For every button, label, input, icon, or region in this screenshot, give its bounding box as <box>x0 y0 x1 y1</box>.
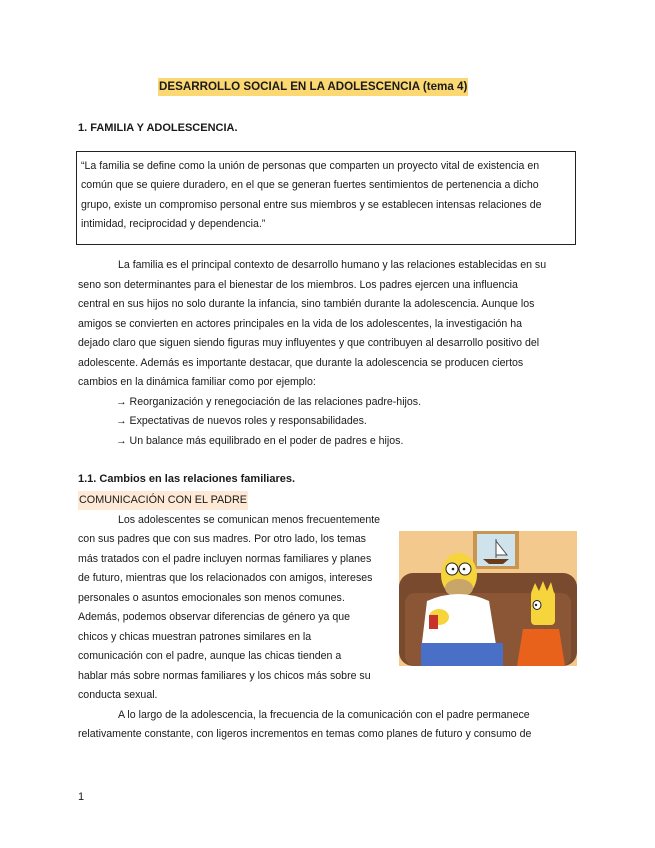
paragraph-line: relativamente constante, con ligeros incrementos en temas como planes de futuro y consumo de <box>78 728 532 740</box>
paragraph-line: cambios en la dinámica familiar como por ejemplo: <box>78 376 316 388</box>
highlighted-heading: COMUNICACIÓN CON EL PADRE <box>78 491 248 510</box>
definition-quote-box <box>76 151 576 245</box>
paragraph-line: con sus padres que con sus madres. Por otro lado, los temas <box>78 533 366 545</box>
subsection-heading: 1.1. Cambios en las relaciones familiares. <box>78 473 296 485</box>
quote-line: intimidad, reciprocidad y dependencia.” <box>81 218 266 230</box>
paragraph-line: adolescente. Además es importante destacar, que durante la adolescencia se producen ciertos <box>78 357 524 369</box>
paragraph-line: seno son determinantes para el bienestar de los miembros. Los padres ejercen una influencia <box>78 279 518 291</box>
paragraph-line: amigos se convierten en actores principales en la vida de los adolescentes, la investigación ha <box>78 318 523 330</box>
list-item: → Expectativas de nuevos roles y responsabilidades. <box>116 415 367 427</box>
quote-line: “La familia se define como la unión de personas que comparten un proyecto vital de existencia en <box>81 160 540 172</box>
page-number: 1 <box>78 791 85 803</box>
soda-can <box>429 615 438 629</box>
homer-pants <box>421 643 503 666</box>
paragraph-line: conducta sexual. <box>78 689 158 701</box>
paragraph-line: A lo largo de la adolescencia, la frecuencia de la comunicación con el padre permanece <box>118 709 530 721</box>
paragraph-line: Además, podemos observar diferencias de género ya que <box>78 611 351 623</box>
list-item: → Un balance más equilibrado en el poder de padres e hijos. <box>116 435 404 447</box>
quote-line: grupo, existe un compromiso personal entre sus miembros y se establecen intensas relaciones de <box>81 199 542 211</box>
bart-shirt <box>517 629 565 666</box>
paragraph-line: dejado claro que siguen siendo figuras muy influyentes y que contribuyen al desarrollo positivo del <box>78 337 540 349</box>
document-title: DESARROLLO SOCIAL EN LA ADOLESCENCIA (tema 4) <box>158 78 468 96</box>
paragraph-line: de futuro, mientras que los relacionados con amigos, intereses <box>78 572 373 584</box>
paragraph-line: personales o asuntos emocionales son menos comunes. <box>78 592 345 604</box>
paragraph-line: más tratados con el padre incluyen normas familiares y planes <box>78 553 372 565</box>
paragraph-line: chicos y chicas muestran patrones similares en la <box>78 631 312 643</box>
paragraph-line: hablar más sobre normas familiares y los chicos más sobre su <box>78 670 371 682</box>
quote-line: común que se quiere duradero, en el que se generan fuertes sentimientos de pertenencia a dicho <box>81 179 539 191</box>
section-heading: 1. FAMILIA Y ADOLESCENCIA. <box>78 122 238 134</box>
paragraph-line: comunicación con el padre, aunque las chicas tienden a <box>78 650 342 662</box>
paragraph-line: central en sus hijos no solo durante la infancia, sino también durante la adolescencia. Aunque los <box>78 298 535 310</box>
paragraph-line: La familia es el principal contexto de desarrollo humano y las relaciones establecidas en su <box>118 259 547 271</box>
paragraph-line: Los adolescentes se comunican menos frecuentemente <box>118 514 381 526</box>
list-item: → Reorganización y renegociación de las relaciones padre-hijos. <box>116 396 422 408</box>
cartoon-illustration <box>399 531 577 666</box>
